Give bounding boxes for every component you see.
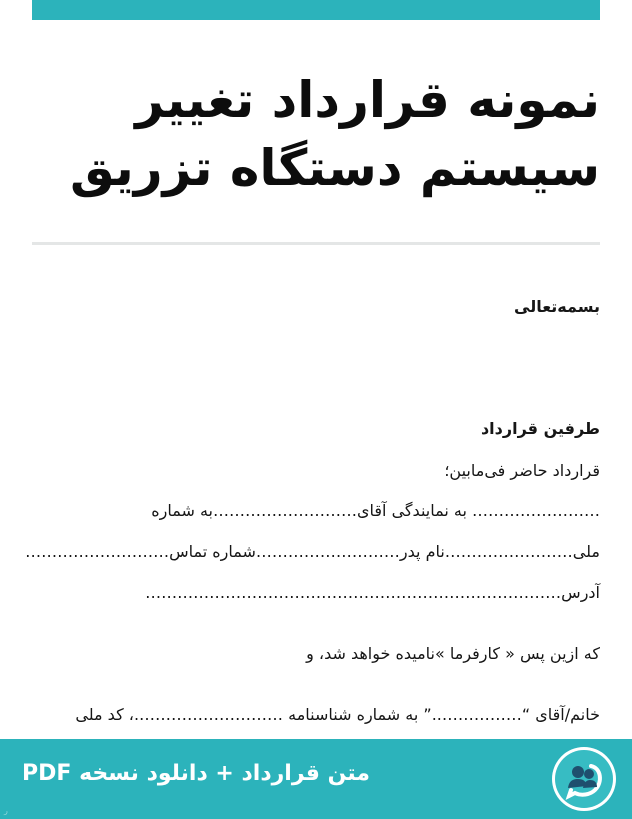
download-banner-label[interactable]: متن قرارداد + دانلود نسخه PDF: [22, 761, 370, 786]
contract-line-6: خانم/آقای “……………..” به شماره شناسنامه ……………………….، کد ملی: [75, 705, 600, 724]
contract-line-5: که ازین پس « کارفرما »نامیده خواهد شد، و: [306, 644, 600, 663]
parties-heading: طرفین قرارداد: [480, 419, 600, 438]
title-divider: [32, 242, 600, 245]
contract-line-3: ملی……………………نام پدر………………………شماره تماس………………………: [25, 542, 600, 561]
download-banner[interactable]: [0, 739, 632, 819]
basmala: بسمه‌تعالی: [514, 297, 600, 316]
contract-line-4: آدرس……………………………………………………………………: [145, 583, 600, 602]
corner-mark: ر: [4, 806, 8, 815]
title-line-1: نمونه قرارداد تغییر: [135, 71, 600, 129]
page-title: [32, 66, 600, 202]
contract-line-1: قرارداد حاضر فی‌مابین؛: [444, 461, 600, 480]
title-line-2: سیستم دستگاه تزریق: [69, 139, 600, 197]
logo: [552, 747, 616, 811]
users-chat-icon: [555, 750, 613, 808]
contract-line-2: …………………… به نمایندگی آقای………………………به شماره: [151, 501, 600, 520]
top-accent-bar: [32, 0, 600, 20]
